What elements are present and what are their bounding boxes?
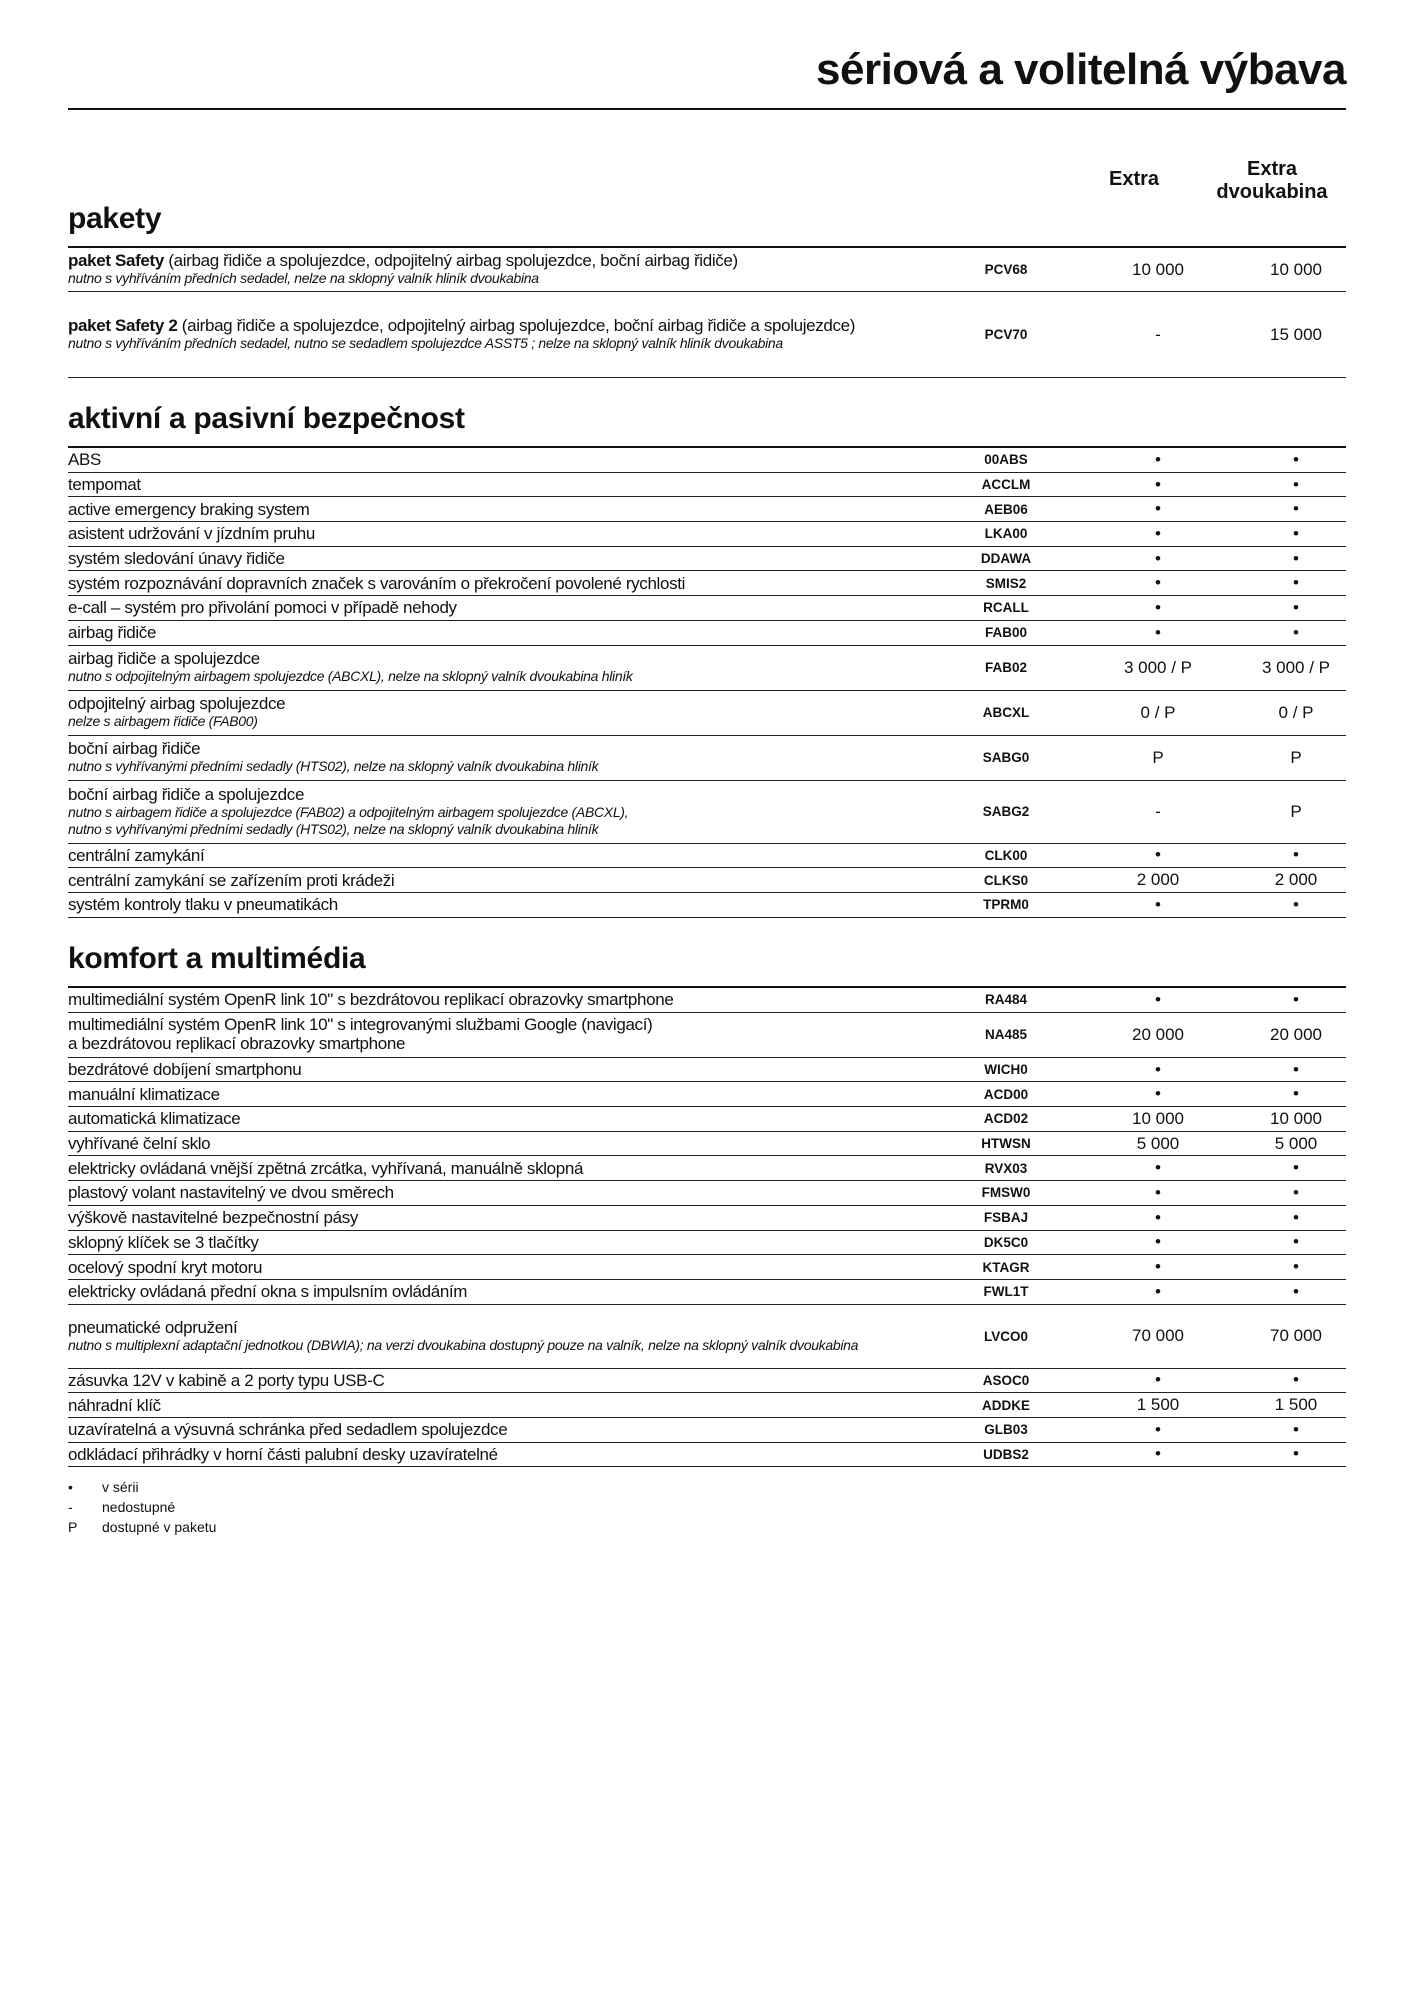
row-label-continued: a bezdrátovou replikací obrazovky smartphone bbox=[68, 1034, 406, 1054]
price-extra: • bbox=[1155, 1182, 1161, 1202]
price-extra: - bbox=[1155, 324, 1161, 344]
option-code: TPRM0 bbox=[983, 897, 1029, 913]
legend-text: v sérii bbox=[102, 1479, 139, 1495]
option-code: ADDKE bbox=[981, 1397, 1030, 1413]
option-code: NA485 bbox=[984, 1027, 1028, 1043]
price-extra: 20 000 bbox=[1132, 1024, 1184, 1044]
section-pakety bbox=[68, 202, 1346, 378]
option-code: CLK00 bbox=[984, 847, 1028, 863]
row-description bbox=[68, 315, 868, 354]
price-extra-dvoukabina: • bbox=[1293, 523, 1299, 543]
title-divider bbox=[68, 108, 1346, 110]
table-row bbox=[68, 1156, 1346, 1181]
option-code: SMIS2 bbox=[985, 575, 1027, 591]
table-row bbox=[68, 1418, 1346, 1443]
row-description bbox=[68, 250, 928, 289]
price-extra: • bbox=[1155, 548, 1161, 568]
equipment-table bbox=[68, 986, 1346, 1467]
table-row bbox=[68, 1206, 1346, 1231]
price-extra: • bbox=[1155, 622, 1161, 642]
price-extra-dvoukabina: 15 000 bbox=[1270, 324, 1322, 344]
price-extra-dvoukabina: • bbox=[1293, 449, 1299, 469]
price-extra-dvoukabina: • bbox=[1293, 499, 1299, 519]
column-header-line: Extra bbox=[1246, 158, 1298, 180]
legend-text: nedostupné bbox=[102, 1499, 176, 1515]
price-extra-dvoukabina: • bbox=[1293, 1257, 1299, 1277]
price-extra: • bbox=[1155, 449, 1161, 469]
table-row bbox=[68, 1082, 1346, 1107]
price-extra: P bbox=[1152, 747, 1164, 767]
table-row bbox=[68, 1393, 1346, 1418]
row-label: odkládací přihrádky v horní části palubní desky uzavíratelné bbox=[68, 1444, 498, 1464]
option-code: CLKS0 bbox=[983, 872, 1029, 888]
table-row bbox=[68, 893, 1346, 918]
price-extra-dvoukabina: 10 000 bbox=[1270, 1108, 1322, 1128]
price-extra: • bbox=[1155, 1158, 1161, 1178]
price-extra: • bbox=[1155, 499, 1161, 519]
price-extra-dvoukabina: • bbox=[1293, 1281, 1299, 1301]
price-extra: • bbox=[1155, 474, 1161, 494]
table-row bbox=[68, 781, 1346, 844]
row-label: ocelový spodní kryt motoru bbox=[68, 1257, 263, 1277]
price-extra: • bbox=[1155, 845, 1161, 865]
row-label: plastový volant nastavitelný ve dvou směrech bbox=[68, 1183, 394, 1203]
option-code: GLB03 bbox=[984, 1422, 1028, 1438]
price-extra-dvoukabina: P bbox=[1290, 801, 1302, 821]
option-code: ACCLM bbox=[981, 477, 1031, 493]
row-label: vyhřívané čelní sklo bbox=[68, 1134, 211, 1154]
page-title: sériová a volitelná výbava bbox=[816, 45, 1346, 94]
row-label: odpojitelný airbag spolujezdce bbox=[68, 694, 286, 713]
row-label: elektricky ovládaná vnější zpětná zrcátka, vyhřívaná, manuálně sklopná bbox=[68, 1158, 584, 1178]
option-code: UDBS2 bbox=[983, 1446, 1029, 1462]
row-note: nutno s airbagem řidiče a spolujezdce (FAB02) a odpojitelným airbagem spolujezdce (ABCXL), bbox=[68, 803, 629, 820]
table-row bbox=[68, 522, 1346, 547]
price-extra: • bbox=[1155, 597, 1161, 617]
legend-symbol: - bbox=[68, 1499, 73, 1515]
option-code: FAB00 bbox=[984, 625, 1028, 641]
row-label: elektricky ovládaná přední okna s impulsním ovládáním bbox=[68, 1282, 468, 1302]
price-extra: • bbox=[1155, 1257, 1161, 1277]
price-extra-dvoukabina: • bbox=[1293, 1370, 1299, 1390]
price-extra: 3 000 / P bbox=[1123, 657, 1193, 677]
price-extra: • bbox=[1155, 523, 1161, 543]
price-extra: 5 000 bbox=[1136, 1133, 1180, 1153]
row-note: nutno s vyhříváním předních sedadel, nelze na sklopný valník hliník dvoukabina bbox=[68, 270, 539, 286]
option-code: RCALL bbox=[983, 600, 1029, 616]
legend-text: dostupné v paketu bbox=[102, 1519, 217, 1535]
price-extra: • bbox=[1155, 1370, 1161, 1390]
price-extra-dvoukabina: 70 000 bbox=[1270, 1326, 1322, 1346]
table-row bbox=[68, 248, 1346, 292]
row-label-bold: paket Safety 2 bbox=[68, 316, 178, 335]
price-extra-dvoukabina: • bbox=[1293, 1207, 1299, 1227]
price-extra-dvoukabina: • bbox=[1293, 1419, 1299, 1439]
option-code: RA484 bbox=[984, 992, 1028, 1008]
section-heading: aktivní a pasivní bezpečnost bbox=[68, 402, 465, 435]
row-label: boční airbag řidiče a spolujezdce bbox=[68, 784, 305, 804]
price-extra: • bbox=[1155, 1084, 1161, 1104]
legend-symbol: • bbox=[68, 1479, 73, 1495]
row-label: active emergency braking system bbox=[68, 499, 310, 519]
table-row bbox=[68, 547, 1346, 572]
price-extra-dvoukabina: 2 000 bbox=[1274, 870, 1318, 890]
option-code: AEB06 bbox=[984, 501, 1028, 517]
table-row bbox=[68, 1369, 1346, 1394]
price-extra: • bbox=[1155, 573, 1161, 593]
row-label: (airbag řidiče a spolujezdce, odpojitelný airbag spolujezdce, boční airbag řidiče) bbox=[163, 251, 738, 270]
option-code: KTAGR bbox=[982, 1259, 1030, 1275]
price-extra: • bbox=[1155, 1444, 1161, 1464]
price-extra-dvoukabina: • bbox=[1293, 622, 1299, 642]
row-label: uzavíratelná a výsuvná schránka před sedadlem spolujezdce bbox=[68, 1420, 508, 1440]
price-extra-dvoukabina: 0 / P bbox=[1278, 702, 1314, 722]
legend-symbol: P bbox=[68, 1519, 78, 1535]
section-heading: pakety bbox=[68, 202, 162, 235]
row-label-bold: paket Safety bbox=[68, 251, 164, 270]
table-row bbox=[68, 868, 1346, 893]
table-row bbox=[68, 736, 1346, 781]
price-extra-dvoukabina: • bbox=[1293, 1444, 1299, 1464]
price-extra: 10 000 bbox=[1132, 1108, 1184, 1128]
section-heading: komfort a multimédia bbox=[68, 942, 366, 975]
row-label: (airbag řidiče a spolujezdce, odpojitelný airbag spolujezdce, boční airbag řidiče a spolujezdce) bbox=[177, 316, 856, 335]
price-extra: 1 500 bbox=[1136, 1395, 1180, 1415]
price-extra-dvoukabina: • bbox=[1293, 573, 1299, 593]
price-extra-dvoukabina: • bbox=[1293, 1084, 1299, 1104]
row-label: výškově nastavitelné bezpečnostní pásy bbox=[68, 1208, 359, 1228]
price-extra: • bbox=[1155, 1232, 1161, 1252]
price-extra: 10 000 bbox=[1132, 259, 1184, 279]
price-extra-dvoukabina: 10 000 bbox=[1270, 259, 1322, 279]
option-code: WICH0 bbox=[984, 1062, 1028, 1078]
legend-item bbox=[68, 1497, 216, 1517]
option-code: RVX03 bbox=[984, 1160, 1028, 1176]
table-row bbox=[68, 571, 1346, 596]
price-extra-dvoukabina: • bbox=[1293, 597, 1299, 617]
row-label: tempomat bbox=[68, 475, 141, 495]
option-code: PCV70 bbox=[984, 327, 1028, 342]
row-label: systém sledování únavy řidiče bbox=[68, 549, 285, 569]
price-extra: • bbox=[1155, 894, 1161, 914]
row-label: airbag řidiče a spolujezdce bbox=[68, 649, 260, 668]
table-row bbox=[68, 292, 1346, 378]
table-row bbox=[68, 1058, 1346, 1083]
price-extra-dvoukabina: 3 000 / P bbox=[1261, 657, 1331, 677]
row-label: bezdrátové dobíjení smartphonu bbox=[68, 1060, 302, 1080]
price-extra-dvoukabina: • bbox=[1293, 474, 1299, 494]
table-row bbox=[68, 1443, 1346, 1468]
table-row bbox=[68, 1107, 1346, 1132]
table-row bbox=[68, 448, 1346, 473]
table-row bbox=[68, 1305, 1346, 1369]
table-row bbox=[68, 1231, 1346, 1256]
table-row bbox=[68, 646, 1346, 691]
equipment-table bbox=[68, 446, 1346, 918]
price-extra-dvoukabina: • bbox=[1293, 1059, 1299, 1079]
row-label: multimediální systém OpenR link 10" s integrovanými službami Google (navigací) bbox=[68, 1015, 653, 1035]
price-extra: • bbox=[1155, 989, 1161, 1009]
price-extra-dvoukabina: • bbox=[1293, 1232, 1299, 1252]
price-extra-dvoukabina: 1 500 bbox=[1274, 1395, 1318, 1415]
legend bbox=[68, 1477, 216, 1537]
row-note: nutno s vyhřívanými předními sedadly (HTS02), nelze na sklopný valník dvoukabina hliník bbox=[68, 758, 599, 774]
row-label: systém kontroly tlaku v pneumatikách bbox=[68, 895, 338, 915]
option-code: LVCO0 bbox=[983, 1328, 1028, 1344]
price-extra-dvoukabina: P bbox=[1290, 747, 1302, 767]
row-label: e-call – systém pro přivolání pomoci v případě nehody bbox=[68, 598, 457, 618]
row-label: airbag řidiče bbox=[68, 623, 157, 643]
row-note: nutno s odpojitelným airbagem spolujezdce (ABCXL), nelze na sklopný valník dvoukabina hliník bbox=[68, 668, 633, 684]
price-extra-dvoukabina: • bbox=[1293, 1182, 1299, 1202]
price-extra: • bbox=[1155, 1419, 1161, 1439]
option-code: LKA00 bbox=[984, 526, 1028, 542]
option-code: ACD00 bbox=[983, 1086, 1029, 1102]
row-label: náhradní klíč bbox=[68, 1395, 161, 1415]
row-label: manuální klimatizace bbox=[68, 1084, 220, 1104]
legend-item bbox=[68, 1477, 216, 1497]
table-row bbox=[68, 1255, 1346, 1280]
equipment-table bbox=[68, 246, 1346, 378]
price-extra-dvoukabina: 5 000 bbox=[1274, 1133, 1318, 1153]
price-extra: • bbox=[1155, 1207, 1161, 1227]
row-label: pneumatické odpružení bbox=[68, 1317, 238, 1337]
row-label: ABS bbox=[68, 450, 101, 470]
price-extra: 0 / P bbox=[1140, 702, 1176, 722]
table-row bbox=[68, 844, 1346, 869]
column-header-line: dvoukabina bbox=[1216, 181, 1328, 203]
table-row bbox=[68, 691, 1346, 736]
price-extra: • bbox=[1155, 1059, 1161, 1079]
row-label: centrální zamykání bbox=[68, 845, 205, 865]
option-code: ASOC0 bbox=[982, 1372, 1030, 1388]
option-code: FAB02 bbox=[984, 660, 1028, 675]
option-code: DK5C0 bbox=[983, 1234, 1029, 1250]
row-note: nutno s vyhřívanými předními sedadly (HTS02), nelze na sklopný valník dvoukabina hliník bbox=[68, 820, 599, 837]
price-extra: 70 000 bbox=[1132, 1326, 1184, 1346]
row-note: nutno s multiplexní adaptační jednotkou (DBWIA); na verzi dvoukabina dostupný pouze na valník, nelze na sklopný valník dvoukabina bbox=[68, 1336, 859, 1353]
table-row bbox=[68, 1013, 1346, 1058]
option-code: SABG0 bbox=[982, 750, 1030, 765]
price-extra: • bbox=[1155, 1281, 1161, 1301]
column-header-extra-dvoukabina bbox=[1202, 158, 1342, 204]
row-label: sklopný klíček se 3 tlačítky bbox=[68, 1232, 259, 1252]
price-extra-dvoukabina: • bbox=[1293, 989, 1299, 1009]
price-extra-dvoukabina: • bbox=[1293, 1158, 1299, 1178]
table-row bbox=[68, 497, 1346, 522]
row-label: zásuvka 12V v kabině a 2 porty typu USB-C bbox=[68, 1370, 385, 1390]
row-label: systém rozpoznávání dopravních značek s varováním o překročení povolené rychlosti bbox=[68, 573, 686, 593]
option-code: DDAWA bbox=[980, 551, 1032, 567]
option-code: HTWSN bbox=[981, 1136, 1031, 1152]
table-row bbox=[68, 1132, 1346, 1157]
price-extra-dvoukabina: • bbox=[1293, 845, 1299, 865]
table-row bbox=[68, 473, 1346, 498]
price-extra: 2 000 bbox=[1136, 870, 1180, 890]
price-extra-dvoukabina: • bbox=[1293, 548, 1299, 568]
table-row bbox=[68, 621, 1346, 646]
row-label: asistent udržování v jízdním pruhu bbox=[68, 524, 316, 544]
option-code: ABCXL bbox=[982, 705, 1030, 720]
column-header-extra: Extra bbox=[1108, 168, 1160, 190]
table-row bbox=[68, 1280, 1346, 1305]
table-row bbox=[68, 988, 1346, 1013]
price-extra-dvoukabina: 20 000 bbox=[1270, 1024, 1322, 1044]
option-code: FSBAJ bbox=[983, 1210, 1029, 1226]
table-row bbox=[68, 596, 1346, 621]
row-label: automatická klimatizace bbox=[68, 1109, 241, 1129]
legend-item bbox=[68, 1517, 216, 1537]
option-code: ACD02 bbox=[983, 1111, 1029, 1127]
option-code: SABG2 bbox=[982, 804, 1030, 819]
row-label: centrální zamykání se zařízením proti krádeži bbox=[68, 870, 395, 890]
option-code: PCV68 bbox=[984, 262, 1028, 277]
row-note: nelze s airbagem řidiče (FAB00) bbox=[68, 713, 258, 729]
table-row bbox=[68, 1181, 1346, 1206]
row-label: multimediální systém OpenR link 10" s bezdrátovou replikací obrazovky smartphone bbox=[68, 990, 674, 1010]
section-aktivni-pasivni-bezpecnost bbox=[68, 402, 1346, 918]
option-code: FWL1T bbox=[983, 1284, 1029, 1300]
row-note: nutno s vyhříváním předních sedadel, nutno se sedadlem spolujezdce ASST5 ; nelze na sklopný valník hliník dvoukabina bbox=[68, 335, 783, 351]
option-code: FMSW0 bbox=[981, 1185, 1031, 1201]
row-label: boční airbag řidiče bbox=[68, 739, 201, 758]
option-code: 00ABS bbox=[984, 452, 1028, 468]
section-komfort-multimedia bbox=[68, 942, 1346, 1467]
price-extra: - bbox=[1155, 801, 1161, 821]
price-extra-dvoukabina: • bbox=[1293, 894, 1299, 914]
